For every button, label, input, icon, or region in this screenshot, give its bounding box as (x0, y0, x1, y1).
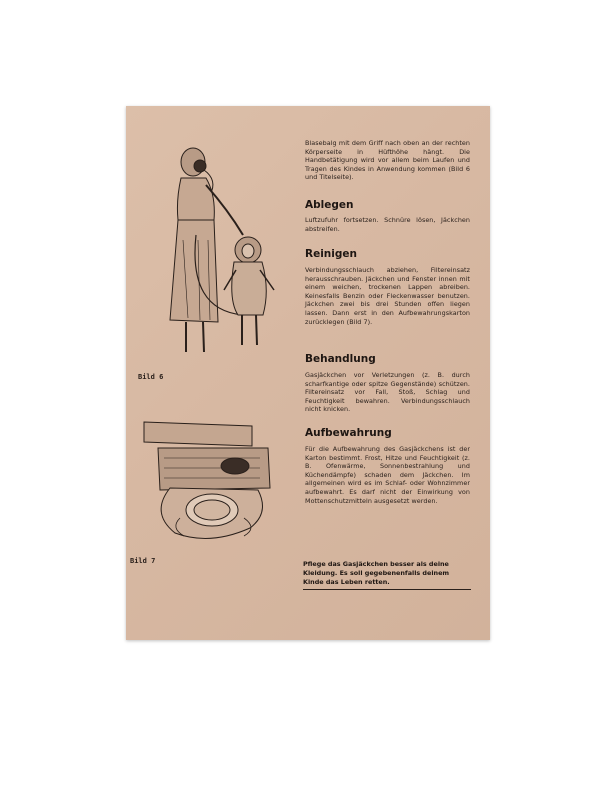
heading-behandlung: Behandlung (305, 353, 376, 365)
illustration-storage-box (140, 418, 280, 553)
heading-aufbewahrung: Aufbewahrung (305, 427, 392, 439)
paragraph-reinigen: Verbindungsschlauch abziehen, Filtereinsatz herausschrauben. Jäckchen und Fenster innen mit einem weichen, trockenen Lappen abreiben. Keinesfalls Benzin oder Fleckenwasser benutzen. Jäckchen zwei bis drei Stunden offen liegen lassen. Dann erst in den Aufbewahrungskarton zurücklegen (Bild 7). (305, 266, 470, 326)
paragraph-behandlung: Gasjäckchen vor Verletzungen (z. B. durch scharfkantige oder spitze Gegenstände) schützen. Filtereinsatz vor Fall, Stoß, Schlag und Feuchtigkeit bewahren. Verbindungsschlauch nicht knicken. (305, 371, 470, 414)
paragraph-aufbewahrung: Für die Aufbewahrung des Gasjäckchens ist der Karton bestimmt. Frost, Hitze und Feuchtigkeit (z. B. Ofenwärme, Sonnenbestrahlung und Küchendämpfe) schaden dem Jäckchen. Im allgemeinen wird es im Schlaf- oder Wohnzimmer aufbewahrt. Es darf nicht der Einwirkung von Mottenschutzmitteln ausgesetzt werden. (305, 445, 470, 505)
intro-paragraph: Blasebalg mit dem Griff nach oben an der rechten Körperseite in Hüfthöhe hängt. Die Handbetätigung wird vor allem beim Laufen und Tragen des Kindes in Anwendung kommen (Bild 6 und Titelseite). (305, 139, 470, 182)
figure-caption-6: Bild 6 (138, 373, 164, 381)
figure-caption-7: Bild 7 (130, 557, 156, 565)
heading-reinigen: Reinigen (305, 248, 357, 260)
care-note: Pflege das Gasjäckchen besser als deine Kleidung. Es soll gegebenenfalls deinem Kinde das Leben retten. (303, 560, 471, 590)
illustration-mother-and-child (148, 140, 288, 370)
heading-ablegen: Ablegen (305, 199, 354, 211)
paragraph-ablegen: Luftzufuhr fortsetzen. Schnüre lösen, Jäckchen abstreifen. (305, 216, 470, 233)
